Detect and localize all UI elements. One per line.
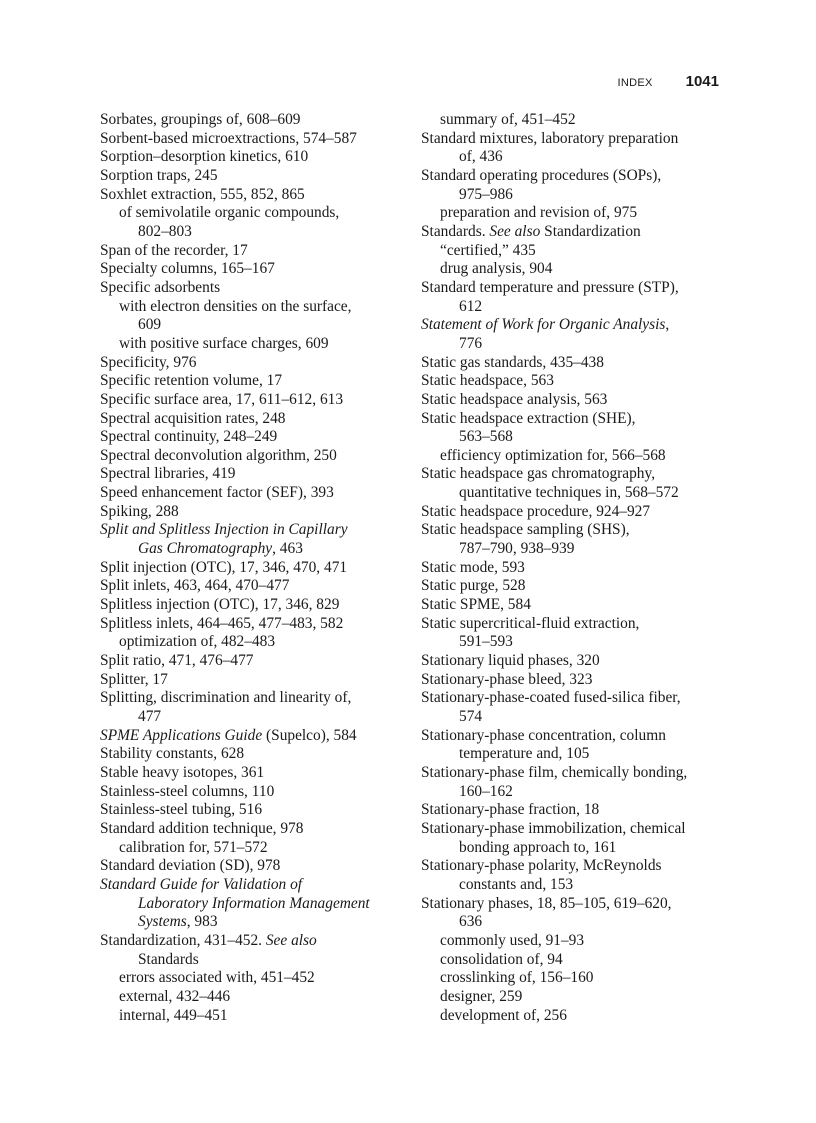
entry-text: See also — [489, 222, 541, 240]
index-entry — [100, 932, 400, 951]
index-entry — [421, 503, 721, 522]
index-continuation — [100, 951, 400, 970]
index-entry — [421, 895, 721, 914]
index-subentry — [100, 633, 400, 652]
entry-text: with electron densities on the surface, — [119, 297, 352, 315]
index-entry — [100, 111, 400, 130]
entry-text: external, 432–446 — [119, 987, 231, 1005]
entry-text: Specificity, 976 — [100, 353, 197, 371]
index-entry — [100, 857, 400, 876]
entry-text: bonding approach to, 161 — [459, 838, 617, 856]
index-entry — [100, 372, 400, 391]
entry-text: Specialty columns, 165–167 — [100, 260, 275, 278]
index-entry — [100, 652, 400, 671]
entry-text: Split injection (OTC), 17, 346, 470, 471 — [100, 558, 348, 576]
entry-text: crosslinking of, 156–160 — [440, 969, 594, 987]
entry-text: Static SPME, 584 — [421, 596, 531, 614]
index-entry — [421, 410, 721, 429]
index-entry — [100, 689, 400, 708]
entry-text: errors associated with, 451–452 — [119, 969, 315, 987]
entry-text: Static supercritical-fluid extraction, — [421, 614, 640, 632]
index-subentry — [100, 298, 400, 317]
index-continuation — [421, 540, 721, 559]
entry-text: Standard operating procedures (SOPs), — [421, 166, 662, 184]
index-subentry — [100, 988, 400, 1007]
index-entry — [421, 130, 721, 149]
entry-text: Splitless injection (OTC), 17, 346, 829 — [100, 596, 340, 614]
index-entry — [421, 764, 721, 783]
entry-text: 477 — [138, 708, 162, 725]
entry-text: Laboratory Information Management — [138, 894, 370, 912]
entry-text: drug analysis, 904 — [440, 260, 553, 278]
entry-text: Standard temperature and pressure (STP), — [421, 278, 679, 296]
entry-text: “certified,” 435 — [440, 241, 536, 259]
index-entry — [100, 745, 400, 764]
index-column-right — [421, 111, 721, 1025]
index-continuation — [421, 298, 721, 317]
index-continuation — [100, 223, 400, 242]
index-entry — [421, 354, 721, 373]
index-subentry — [421, 260, 721, 279]
index-continuation — [100, 708, 400, 727]
entry-text: Stationary-phase film, chemically bonding, — [421, 763, 688, 781]
index-entry — [100, 167, 400, 186]
index-entry — [100, 783, 400, 802]
entry-text: Splitting, discrimination and linearity of, — [100, 689, 352, 707]
entry-text: See also — [265, 931, 317, 949]
entry-text: Stationary-phase fraction, 18 — [421, 801, 600, 819]
index-subentry — [100, 1007, 400, 1026]
entry-text: temperature and, 105 — [459, 745, 590, 763]
index-entry — [421, 857, 721, 876]
entry-text: Static mode, 593 — [421, 558, 525, 576]
entry-text: Splitter, 17 — [100, 670, 168, 688]
entry-text: Spectral acquisition rates, 248 — [100, 409, 286, 427]
entry-text: Stationary-phase immobilization, chemical — [421, 819, 686, 837]
index-continuation — [421, 484, 721, 503]
index-entry — [421, 521, 721, 540]
entry-text: SPME Applications Guide — [100, 726, 263, 744]
entry-text: Stability constants, 628 — [100, 745, 245, 763]
entry-text: Static headspace analysis, 563 — [421, 390, 608, 408]
index-entry — [100, 559, 400, 578]
entry-text: Stationary-phase-coated fused-silica fiber, — [421, 689, 681, 707]
index-continuation — [100, 895, 400, 914]
index-continuation — [421, 783, 721, 802]
entry-text: calibration for, 571–572 — [119, 838, 268, 856]
entry-text: Speed enhancement factor (SEF), 393 — [100, 484, 334, 502]
entry-text: Stationary phases, 18, 85–105, 619–620, — [421, 894, 672, 912]
index-entry — [100, 876, 400, 895]
entry-text: quantitative techniques in, 568–572 — [459, 484, 679, 502]
entry-text: Static headspace extraction (SHE), — [421, 409, 636, 427]
index-entry — [100, 727, 400, 746]
index-entry — [100, 186, 400, 205]
entry-text: Standard Guide for Validation of — [100, 875, 303, 893]
index-continuation — [100, 540, 400, 559]
entry-text: Sorption traps, 245 — [100, 166, 218, 184]
index-subentry — [421, 242, 721, 261]
entry-text: Standard mixtures, laboratory preparation — [421, 129, 679, 147]
entry-text: designer, 259 — [440, 987, 523, 1005]
index-continuation — [421, 633, 721, 652]
entry-text: Static purge, 528 — [421, 577, 526, 595]
entry-text: internal, 449–451 — [119, 1006, 228, 1024]
entry-text: 612 — [459, 297, 483, 315]
index-entry — [100, 764, 400, 783]
entry-text: consolidation of, 94 — [440, 950, 563, 968]
index-entry — [421, 671, 721, 690]
index-entry — [100, 596, 400, 615]
entry-text: Split ratio, 471, 476–477 — [100, 652, 254, 670]
index-entry — [100, 279, 400, 298]
index-subentry — [421, 988, 721, 1007]
entry-text: 609 — [138, 316, 162, 334]
entry-text: Sorbent-based microextractions, 574–587 — [100, 129, 357, 147]
entry-text: efficiency optimization for, 566–568 — [440, 446, 666, 464]
index-entry — [421, 596, 721, 615]
index-continuation — [421, 876, 721, 895]
index-entry — [100, 465, 400, 484]
page-number: 1041 — [685, 73, 719, 90]
index-entry — [100, 447, 400, 466]
index-entry — [100, 428, 400, 447]
entry-text: Soxhlet extraction, 555, 852, 865 — [100, 185, 305, 203]
entry-text: summary of, 451–452 — [440, 111, 576, 128]
index-entry — [100, 820, 400, 839]
index-entry — [100, 484, 400, 503]
running-head: INDEX — [617, 77, 653, 89]
index-entry — [421, 372, 721, 391]
index-entry — [100, 615, 400, 634]
entry-text: 574 — [459, 708, 483, 725]
index-subentry — [421, 111, 721, 130]
entry-text: , 463 — [272, 540, 303, 558]
index-entry — [100, 671, 400, 690]
entry-text: Systems — [138, 913, 187, 931]
index-entry — [100, 503, 400, 522]
entry-text: 591–593 — [459, 633, 513, 651]
index-entry — [421, 559, 721, 578]
index-subentry — [421, 932, 721, 951]
index-entry — [100, 391, 400, 410]
index-entry — [421, 279, 721, 298]
entry-text: Spectral deconvolution algorithm, 250 — [100, 446, 337, 464]
entry-text: Statement of Work for Organic Analysis — [421, 316, 666, 334]
index-continuation — [100, 913, 400, 932]
entry-text: of semivolatile organic compounds, — [119, 204, 340, 222]
index-entry — [100, 801, 400, 820]
entry-text: 787–790, 938–939 — [459, 540, 575, 558]
entry-text: Standard addition technique, 978 — [100, 819, 304, 837]
index-continuation — [421, 335, 721, 354]
entry-text: commonly used, 91–93 — [440, 931, 585, 949]
index-entry — [100, 577, 400, 596]
entry-text: Stationary-phase concentration, column — [421, 726, 666, 744]
entry-text: Specific surface area, 17, 611–612, 613 — [100, 390, 344, 408]
index-subentry — [100, 204, 400, 223]
index-entry — [421, 167, 721, 186]
entry-text: Stationary-phase polarity, McReynolds — [421, 857, 662, 875]
index-subentry — [421, 951, 721, 970]
page-header — [618, 73, 720, 93]
index-entry — [100, 410, 400, 429]
entry-text: Static gas standards, 435–438 — [421, 353, 604, 371]
entry-text: Split and Splitless Injection in Capillary — [100, 521, 348, 539]
entry-text: Splitless inlets, 464–465, 477–483, 582 — [100, 614, 344, 632]
entry-text: Standardization, 431–452. — [100, 931, 266, 949]
index-subentry — [421, 447, 721, 466]
index-entry — [421, 727, 721, 746]
index-subentry — [100, 839, 400, 858]
entry-text: constants and, 153 — [459, 875, 574, 893]
index-entry — [100, 242, 400, 261]
entry-text: Standard deviation (SD), 978 — [100, 857, 281, 875]
index-entry — [421, 577, 721, 596]
entry-text: , — [665, 316, 670, 334]
entry-text: Static headspace gas chromatography, — [421, 465, 656, 483]
entry-text: Specific retention volume, 17 — [100, 372, 283, 390]
entry-text: Spectral libraries, 419 — [100, 465, 236, 483]
entry-text: development of, 256 — [440, 1006, 567, 1024]
entry-text: Standardization — [540, 222, 641, 240]
entry-text: Stainless-steel columns, 110 — [100, 782, 275, 800]
index-continuation — [421, 913, 721, 932]
index-subentry — [100, 335, 400, 354]
entry-text: Stationary-phase bleed, 323 — [421, 670, 593, 688]
entry-text: Static headspace sampling (SHS), — [421, 521, 630, 539]
index-entry — [421, 223, 721, 242]
index-subentry — [421, 969, 721, 988]
entry-text: optimization of, 482–483 — [119, 633, 276, 651]
index-subentry — [421, 1007, 721, 1026]
index-entry — [100, 260, 400, 279]
entry-text: Stainless-steel tubing, 516 — [100, 801, 263, 819]
entry-text: Span of the recorder, 17 — [100, 241, 248, 259]
entry-text: with positive surface charges, 609 — [119, 334, 329, 352]
index-continuation — [421, 839, 721, 858]
entry-text: 776 — [459, 334, 483, 352]
entry-text: preparation and revision of, 975 — [440, 204, 638, 222]
index-column-left — [100, 111, 400, 1025]
entry-text: 636 — [459, 913, 483, 931]
entry-text: Static headspace procedure, 924–927 — [421, 502, 651, 520]
entry-text: Spectral continuity, 248–249 — [100, 428, 278, 446]
entry-text: , 983 — [186, 913, 218, 931]
index-continuation — [421, 745, 721, 764]
index-entry — [421, 615, 721, 634]
index-entry — [100, 130, 400, 149]
entry-text: of, 436 — [459, 148, 503, 166]
entry-text: 563–568 — [459, 428, 513, 446]
index-continuation — [100, 316, 400, 335]
entry-text: Sorbates, groupings of, 608–609 — [100, 111, 301, 128]
entry-text: Spiking, 288 — [100, 502, 179, 520]
index-entry — [421, 652, 721, 671]
index-entry — [421, 391, 721, 410]
entry-text: Specific adsorbents — [100, 278, 221, 296]
entry-text: Split inlets, 463, 464, 470–477 — [100, 577, 290, 595]
index-continuation — [421, 708, 721, 727]
entry-text: Stable heavy isotopes, 361 — [100, 763, 265, 781]
entry-text: Standards — [138, 950, 199, 968]
index-entry — [100, 354, 400, 373]
entry-text: (Supelco), 584 — [262, 726, 357, 744]
index-entry — [421, 689, 721, 708]
entry-text: 975–986 — [459, 185, 513, 203]
entry-text: Sorption–desorption kinetics, 610 — [100, 148, 309, 166]
entry-text: 802–803 — [138, 222, 192, 240]
index-entry — [421, 820, 721, 839]
entry-text: 160–162 — [459, 782, 513, 800]
index-continuation — [421, 428, 721, 447]
index-entry — [421, 801, 721, 820]
index-continuation — [421, 148, 721, 167]
entry-text: Gas Chromatography — [138, 540, 273, 558]
index-subentry — [100, 969, 400, 988]
index-entry — [100, 521, 400, 540]
entry-text: Stationary liquid phases, 320 — [421, 652, 600, 670]
index-subentry — [421, 204, 721, 223]
entry-text: Standards. — [421, 222, 490, 240]
index-entry — [421, 316, 721, 335]
index-entry — [421, 465, 721, 484]
index-entry — [100, 148, 400, 167]
entry-text: Static headspace, 563 — [421, 372, 554, 390]
index-continuation — [421, 186, 721, 205]
